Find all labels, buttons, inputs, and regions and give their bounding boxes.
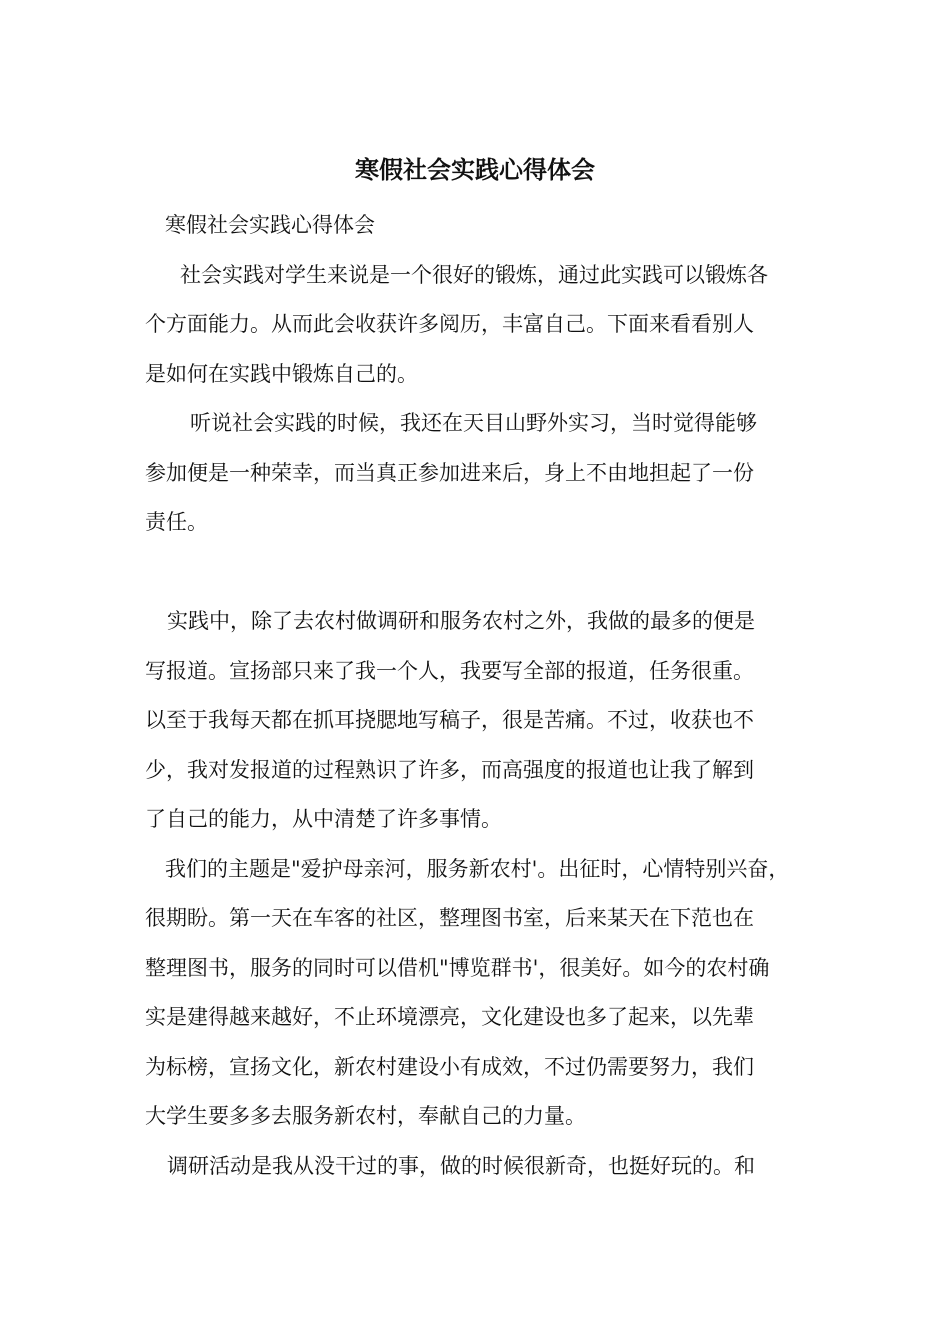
blank-line <box>145 553 825 603</box>
paragraph-5-line-1: 调研活动是我从没干过的事，做的时候很新奇，也挺好玩的。和 <box>167 1153 755 1178</box>
paragraph-3-line-5: 了自己的能力，从中清楚了许多事情。 <box>145 807 502 831</box>
paragraph-1-line-3: 是如何在实践中锻炼自己的。 <box>145 361 418 386</box>
paragraph-1-line-2: 个方面能力。从而此会收获许多阅历，丰富自己。下面来看看别人 <box>145 312 754 336</box>
paragraph-4-line-5: 为标榜，宣扬文化，新农村建设小有成效，不过仍需要努力，我们 <box>145 1054 754 1079</box>
paragraph-3-line-1: 实践中，除了去农村做调研和服务农村之外，我做的最多的便是 <box>167 609 755 633</box>
paragraph-1-line-1: 社会实践对学生来说是一个很好的锻炼，通过此实践可以锻炼各 <box>180 262 768 287</box>
document-title: 寒假社会实践心得体会 <box>355 155 595 184</box>
paragraph-2-line-2: 参加便是一种荣幸，而当真正参加进来后，身上不由地担起了一份 <box>145 460 754 485</box>
paragraph-4-line-6: 大学生要多多去服务新农村，奉献自己的力量。 <box>145 1104 586 1128</box>
paragraph-4-line-3: 整理图书，服务的同时可以借机"博览群书'，很美好。如今的农村确 <box>145 955 770 980</box>
paragraph-3-line-3: 以至于我每天都在抓耳挠腮地写稿子，很是苦痛。不过，收获也不 <box>145 708 754 732</box>
paragraph-2-line-1: 听说社会实践的时候，我还在天目山野外实习，当时觉得能够 <box>190 411 757 435</box>
paragraph-4-line-1: 我们的主题是"爱护母亲河，服务新农村'。出征时，心情特别兴奋， <box>165 856 790 881</box>
subtitle-line: 寒假社会实践心得体会 <box>165 213 375 237</box>
document-body <box>145 206 825 1196</box>
paragraph-2-line-3: 责任。 <box>145 510 208 534</box>
paragraph-4-line-4: 实是建得越来越好，不止环境漂亮，文化建设也多了起来，以先辈 <box>145 1005 754 1029</box>
paragraph-3-line-2: 写报道。宣扬部只来了我一个人，我要写全部的报道，任务很重。 <box>145 658 754 683</box>
paragraph-3-line-4: 少，我对发报道的过程熟识了许多，而高强度的报道也让我了解到 <box>145 757 754 782</box>
paragraph-4-line-2: 很期盼。第一天在车客的社区，整理图书室，后来某天在下范也在 <box>145 906 754 930</box>
